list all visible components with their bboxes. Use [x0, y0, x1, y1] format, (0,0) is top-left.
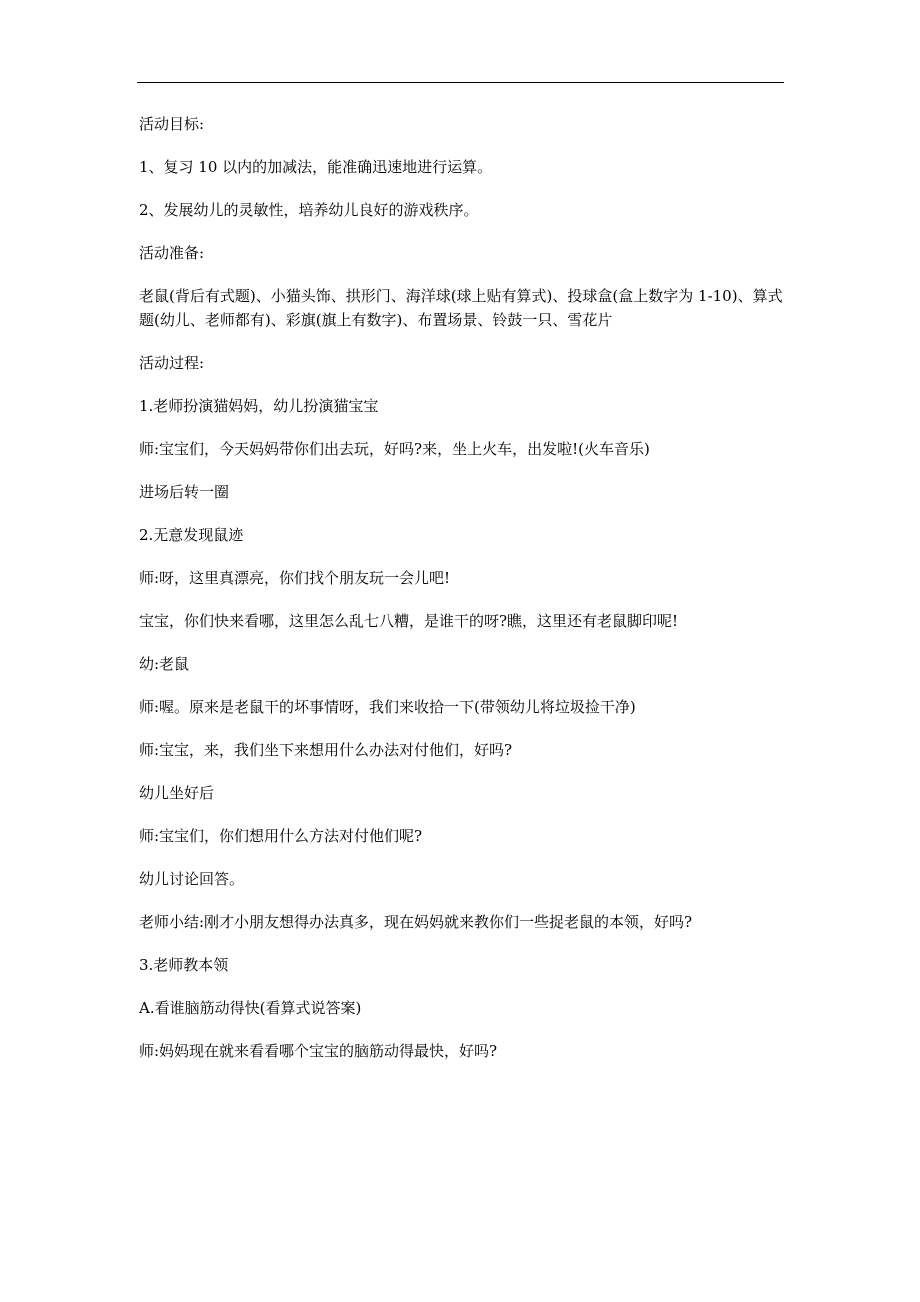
- heading-activity-goals: 活动目标:: [139, 115, 205, 133]
- teacher-summary: 老师小结:刚才小朋友想得办法真多，现在妈妈就来教你们一些捉老鼠的本领，好吗?: [139, 913, 693, 931]
- stage-direction: 幼儿坐好后: [139, 784, 215, 802]
- process-step-2: 2.无意发现鼠迹: [139, 526, 244, 544]
- dialogue-line: 师:喔。原来是老鼠干的坏事情呀，我们来收拾一下(带领幼儿将垃圾捡干净): [139, 698, 636, 716]
- heading-activity-preparation: 活动准备:: [139, 244, 205, 262]
- dialogue-line: 师:妈妈现在就来看看哪个宝宝的脑筋动得最快，好吗?: [139, 1042, 498, 1060]
- preparation-materials: 老鼠(背后有式题)、小猫头饰、拱形门、海洋球(球上贴有算式)、投球盒(盒上数字为 1-10)、算式题(幼儿、老师都有)、彩旗(旗上有数字)、布置场景、铃鼓一只、雪花片: [139, 287, 783, 329]
- goal-item-2: 2、发展幼儿的灵敏性，培养幼儿良好的游戏秩序。: [139, 201, 479, 219]
- process-step-3: 3.老师教本领: [139, 956, 229, 974]
- dialogue-line: 师:宝宝，来，我们坐下来想用什么办法对付他们，好吗?: [139, 741, 513, 759]
- dialogue-line: 宝宝，你们快来看哪，这里怎么乱七八糟，是谁干的呀?瞧，这里还有老鼠脚印呢!: [139, 612, 679, 630]
- dialogue-line: 师:呀，这里真漂亮，你们找个朋友玩一会儿吧!: [139, 569, 451, 587]
- heading-activity-process: 活动过程:: [139, 354, 205, 372]
- goal-item-1: 1、复习 10 以内的加减法，能准确迅速地进行运算。: [139, 158, 493, 176]
- dialogue-line: 师:宝宝们，你们想用什么方法对付他们呢?: [139, 827, 423, 845]
- stage-direction: 幼儿讨论回答。: [139, 870, 245, 888]
- stage-direction: 进场后转一圈: [139, 483, 230, 501]
- dialogue-line: 师:宝宝们，今天妈妈带你们出去玩，好吗?来，坐上火车，出发啦!(火车音乐): [139, 440, 650, 458]
- dialogue-line: 幼:老鼠: [139, 655, 190, 673]
- header-rule: [137, 82, 784, 83]
- sub-step-a: A.看谁脑筋动得快(看算式说答案): [139, 999, 362, 1017]
- process-step-1: 1.老师扮演猫妈妈，幼儿扮演猫宝宝: [139, 397, 379, 415]
- document-body: [139, 112, 789, 1082]
